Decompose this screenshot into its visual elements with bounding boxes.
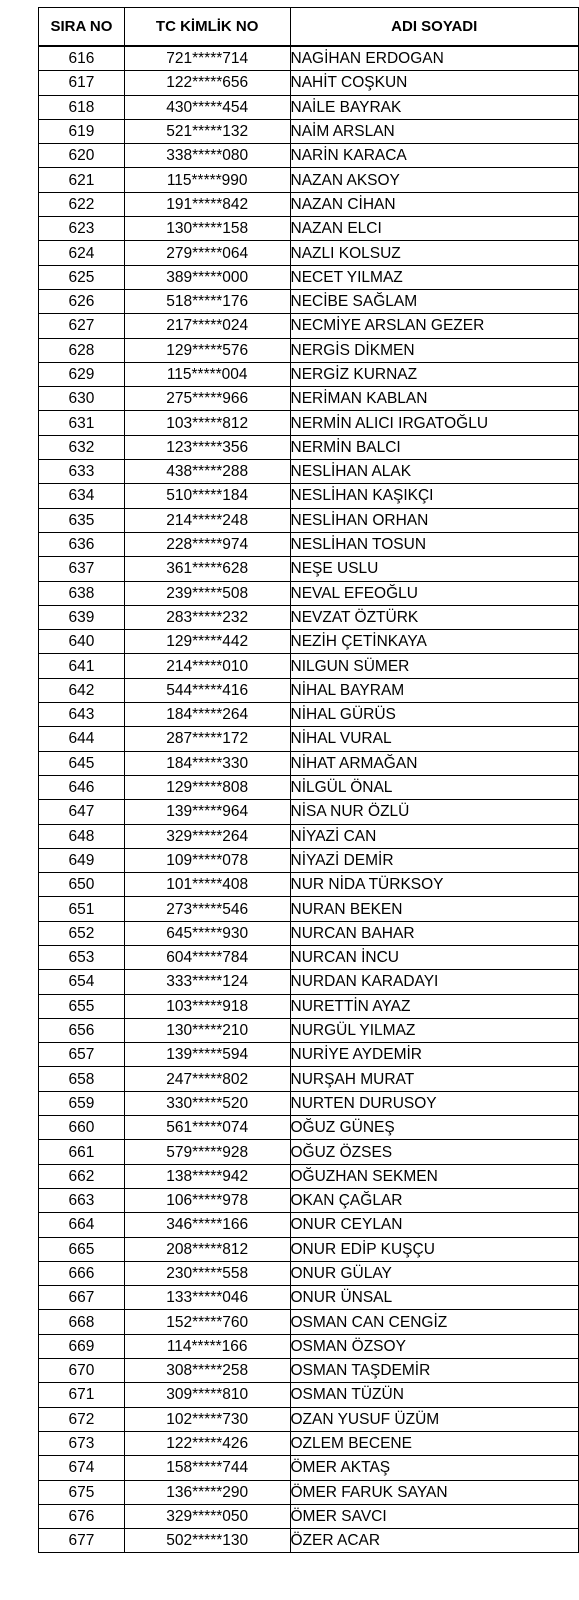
- sira-no-cell: 644: [39, 727, 125, 751]
- table-row: [39, 217, 579, 241]
- tc-kimlik-no-cell: 510*****184: [124, 484, 290, 508]
- tc-kimlik-no-cell: 275*****966: [124, 387, 290, 411]
- tc-kimlik-no-cell: 308*****258: [124, 1359, 290, 1383]
- table-row: [39, 1018, 579, 1042]
- sira-no-cell: 629: [39, 362, 125, 386]
- table-row: [39, 435, 579, 459]
- adi-soyadi-cell: NAİLE BAYRAK: [290, 95, 579, 119]
- sira-no-cell: 628: [39, 338, 125, 362]
- tc-kimlik-no-cell: 109*****078: [124, 848, 290, 872]
- sira-no-cell: 632: [39, 435, 125, 459]
- table-row: [39, 945, 579, 969]
- adi-soyadi-cell: NİHAT ARMAĞAN: [290, 751, 579, 775]
- table-row: [39, 265, 579, 289]
- adi-soyadi-cell: NERGİS DİKMEN: [290, 338, 579, 362]
- table-row: [39, 1213, 579, 1237]
- tc-kimlik-no-cell: 130*****158: [124, 217, 290, 241]
- table-row: [39, 387, 579, 411]
- sira-no-cell: 638: [39, 581, 125, 605]
- sira-no-cell: 636: [39, 532, 125, 556]
- tc-kimlik-no-cell: 561*****074: [124, 1116, 290, 1140]
- tc-kimlik-no-cell: 152*****760: [124, 1310, 290, 1334]
- tc-kimlik-no-cell: 214*****010: [124, 654, 290, 678]
- tc-kimlik-no-cell: 279*****064: [124, 241, 290, 265]
- adi-soyadi-cell: OĞUZ GÜNEŞ: [290, 1116, 579, 1140]
- sira-no-cell: 658: [39, 1067, 125, 1091]
- sira-no-cell: 651: [39, 897, 125, 921]
- adi-soyadi-cell: NURETTİN AYAZ: [290, 994, 579, 1018]
- table-row: [39, 119, 579, 143]
- table-row: [39, 703, 579, 727]
- adi-soyadi-cell: NEVAL EFEOĞLU: [290, 581, 579, 605]
- tc-kimlik-no-cell: 502*****130: [124, 1529, 290, 1553]
- adi-soyadi-cell: OSMAN CAN CENGİZ: [290, 1310, 579, 1334]
- tc-kimlik-no-cell: 361*****628: [124, 557, 290, 581]
- tc-kimlik-no-cell: 330*****520: [124, 1091, 290, 1115]
- sira-no-cell: 616: [39, 46, 125, 71]
- table-row: [39, 1116, 579, 1140]
- adi-soyadi-cell: NEZİH ÇETİNKAYA: [290, 630, 579, 654]
- adi-soyadi-cell: ÖMER FARUK SAYAN: [290, 1480, 579, 1504]
- adi-soyadi-cell: NİYAZİ DEMİR: [290, 848, 579, 872]
- adi-soyadi-cell: OZAN YUSUF ÜZÜM: [290, 1407, 579, 1431]
- tc-kimlik-no-cell: 438*****288: [124, 460, 290, 484]
- sira-no-cell: 676: [39, 1504, 125, 1528]
- tc-kimlik-no-cell: 122*****656: [124, 71, 290, 95]
- tc-kimlik-no-cell: 645*****930: [124, 921, 290, 945]
- sira-no-cell: 630: [39, 387, 125, 411]
- adi-soyadi-cell: NECMİYE ARSLAN GEZER: [290, 314, 579, 338]
- participant-table: [38, 7, 579, 1553]
- sira-no-cell: 648: [39, 824, 125, 848]
- adi-soyadi-cell: NERİMAN KABLAN: [290, 387, 579, 411]
- tc-kimlik-no-cell: 544*****416: [124, 678, 290, 702]
- adi-soyadi-cell: OZLEM BECENE: [290, 1431, 579, 1455]
- table-row: [39, 168, 579, 192]
- sira-no-cell: 662: [39, 1164, 125, 1188]
- table-row: [39, 1091, 579, 1115]
- tc-kimlik-no-cell: 103*****918: [124, 994, 290, 1018]
- adi-soyadi-cell: NECİBE SAĞLAM: [290, 289, 579, 313]
- sira-no-cell: 677: [39, 1529, 125, 1553]
- table-row: [39, 824, 579, 848]
- adi-soyadi-cell: NİHAL GÜRÜS: [290, 703, 579, 727]
- sira-no-cell: 623: [39, 217, 125, 241]
- sira-no-cell: 642: [39, 678, 125, 702]
- tc-kimlik-no-cell: 338*****080: [124, 144, 290, 168]
- table-row: [39, 411, 579, 435]
- adi-soyadi-cell: ONUR GÜLAY: [290, 1261, 579, 1285]
- adi-soyadi-cell: NESLİHAN TOSUN: [290, 532, 579, 556]
- table-row: [39, 897, 579, 921]
- sira-no-cell: 639: [39, 605, 125, 629]
- sira-no-cell: 674: [39, 1456, 125, 1480]
- adi-soyadi-cell: NURGÜL YILMAZ: [290, 1018, 579, 1042]
- tc-kimlik-no-cell: 184*****330: [124, 751, 290, 775]
- adi-soyadi-cell: NURCAN İNCU: [290, 945, 579, 969]
- table-row: [39, 1456, 579, 1480]
- adi-soyadi-cell: NILGUN SÜMER: [290, 654, 579, 678]
- table-row: [39, 71, 579, 95]
- tc-kimlik-no-cell: 230*****558: [124, 1261, 290, 1285]
- adi-soyadi-cell: NİSA NUR ÖZLÜ: [290, 800, 579, 824]
- tc-kimlik-no-cell: 721*****714: [124, 46, 290, 71]
- table-row: [39, 1359, 579, 1383]
- tc-kimlik-no-cell: 158*****744: [124, 1456, 290, 1480]
- sira-no-cell: 633: [39, 460, 125, 484]
- sira-no-cell: 643: [39, 703, 125, 727]
- adi-soyadi-cell: OSMAN TAŞDEMİR: [290, 1359, 579, 1383]
- table-row: [39, 1261, 579, 1285]
- table-row: [39, 1407, 579, 1431]
- table-row: [39, 970, 579, 994]
- sira-no-cell: 668: [39, 1310, 125, 1334]
- tc-kimlik-no-cell: 283*****232: [124, 605, 290, 629]
- table-row: [39, 848, 579, 872]
- sira-no-cell: 626: [39, 289, 125, 313]
- tc-kimlik-no-cell: 106*****978: [124, 1188, 290, 1212]
- adi-soyadi-cell: NECET YILMAZ: [290, 265, 579, 289]
- table-row: [39, 314, 579, 338]
- sira-no-cell: 622: [39, 192, 125, 216]
- adi-soyadi-cell: NURŞAH MURAT: [290, 1067, 579, 1091]
- tc-kimlik-no-cell: 102*****730: [124, 1407, 290, 1431]
- table-row: [39, 1188, 579, 1212]
- tc-kimlik-no-cell: 214*****248: [124, 508, 290, 532]
- adi-soyadi-cell: ÖMER AKTAŞ: [290, 1456, 579, 1480]
- sira-no-cell: 659: [39, 1091, 125, 1115]
- adi-soyadi-cell: NURAN BEKEN: [290, 897, 579, 921]
- adi-soyadi-cell: ÖZER ACAR: [290, 1529, 579, 1553]
- table-row: [39, 630, 579, 654]
- adi-soyadi-cell: NURDAN KARADAYI: [290, 970, 579, 994]
- adi-soyadi-cell: NARİN KARACA: [290, 144, 579, 168]
- tc-kimlik-no-cell: 287*****172: [124, 727, 290, 751]
- table-row: [39, 508, 579, 532]
- tc-kimlik-no-cell: 139*****964: [124, 800, 290, 824]
- table-row: [39, 1067, 579, 1091]
- sira-no-cell: 645: [39, 751, 125, 775]
- table-row: [39, 994, 579, 1018]
- tc-kimlik-no-cell: 333*****124: [124, 970, 290, 994]
- tc-kimlik-no-cell: 309*****810: [124, 1383, 290, 1407]
- sira-no-cell: 650: [39, 873, 125, 897]
- sira-no-cell: 617: [39, 71, 125, 95]
- table-row: [39, 1334, 579, 1358]
- sira-no-cell: 655: [39, 994, 125, 1018]
- adi-soyadi-cell: NAZLI KOLSUZ: [290, 241, 579, 265]
- table-row: [39, 751, 579, 775]
- header-row: [39, 8, 579, 47]
- tc-kimlik-no-cell: 123*****356: [124, 435, 290, 459]
- adi-soyadi-cell: NESLİHAN ALAK: [290, 460, 579, 484]
- table-row: [39, 921, 579, 945]
- tc-kimlik-no-cell: 239*****508: [124, 581, 290, 605]
- sira-no-cell: 657: [39, 1043, 125, 1067]
- sira-no-cell: 660: [39, 1116, 125, 1140]
- adi-soyadi-cell: NAHİT COŞKUN: [290, 71, 579, 95]
- sira-no-cell: 667: [39, 1286, 125, 1310]
- table-row: [39, 1504, 579, 1528]
- adi-soyadi-cell: NURTEN DURUSOY: [290, 1091, 579, 1115]
- sira-no-cell: 635: [39, 508, 125, 532]
- tc-kimlik-no-cell: 430*****454: [124, 95, 290, 119]
- table-row: [39, 1164, 579, 1188]
- tc-kimlik-no-cell: 133*****046: [124, 1286, 290, 1310]
- table-row: [39, 1529, 579, 1553]
- tc-kimlik-no-cell: 389*****000: [124, 265, 290, 289]
- tc-kimlik-no-cell: 579*****928: [124, 1140, 290, 1164]
- tc-kimlik-no-cell: 114*****166: [124, 1334, 290, 1358]
- table-row: [39, 654, 579, 678]
- sira-no-cell: 652: [39, 921, 125, 945]
- adi-soyadi-cell: NESLİHAN KAŞIKÇI: [290, 484, 579, 508]
- sira-no-cell: 654: [39, 970, 125, 994]
- tc-kimlik-no-cell: 346*****166: [124, 1213, 290, 1237]
- tc-kimlik-no-cell: 129*****808: [124, 775, 290, 799]
- adi-soyadi-cell: NEVZAT ÖZTÜRK: [290, 605, 579, 629]
- tc-kimlik-no-cell: 518*****176: [124, 289, 290, 313]
- adi-soyadi-cell: ONUR EDİP KUŞÇU: [290, 1237, 579, 1261]
- tc-kimlik-no-cell: 217*****024: [124, 314, 290, 338]
- tc-kimlik-no-cell: 139*****594: [124, 1043, 290, 1067]
- tc-kimlik-no-cell: 129*****442: [124, 630, 290, 654]
- adi-soyadi-cell: NAGİHAN ERDOGAN: [290, 46, 579, 71]
- sira-no-cell: 653: [39, 945, 125, 969]
- adi-soyadi-cell: NİYAZİ CAN: [290, 824, 579, 848]
- tc-kimlik-no-cell: 273*****546: [124, 897, 290, 921]
- tc-kimlik-no-cell: 138*****942: [124, 1164, 290, 1188]
- tc-kimlik-no-cell: 247*****802: [124, 1067, 290, 1091]
- sira-no-cell: 661: [39, 1140, 125, 1164]
- sira-no-cell: 624: [39, 241, 125, 265]
- table-row: [39, 1237, 579, 1261]
- table-row: [39, 1480, 579, 1504]
- sira-no-cell: 663: [39, 1188, 125, 1212]
- sira-no-cell: 656: [39, 1018, 125, 1042]
- adi-soyadi-cell: NEŞE USLU: [290, 557, 579, 581]
- table-row: [39, 95, 579, 119]
- table-row: [39, 1043, 579, 1067]
- sira-no-cell: 672: [39, 1407, 125, 1431]
- adi-soyadi-cell: NESLİHAN ORHAN: [290, 508, 579, 532]
- header-adi-soyadi: ADI SOYADI: [290, 8, 579, 47]
- table-row: [39, 873, 579, 897]
- adi-soyadi-cell: NAZAN AKSOY: [290, 168, 579, 192]
- sira-no-cell: 666: [39, 1261, 125, 1285]
- table-row: [39, 1383, 579, 1407]
- table-row: [39, 46, 579, 71]
- tc-kimlik-no-cell: 191*****842: [124, 192, 290, 216]
- sira-no-cell: 673: [39, 1431, 125, 1455]
- sira-no-cell: 665: [39, 1237, 125, 1261]
- table-row: [39, 1140, 579, 1164]
- adi-soyadi-cell: NERMİN ALICI IRGATOĞLU: [290, 411, 579, 435]
- sira-no-cell: 637: [39, 557, 125, 581]
- adi-soyadi-cell: NUR NİDA TÜRKSOY: [290, 873, 579, 897]
- tc-kimlik-no-cell: 228*****974: [124, 532, 290, 556]
- sira-no-cell: 641: [39, 654, 125, 678]
- tc-kimlik-no-cell: 101*****408: [124, 873, 290, 897]
- table-row: [39, 1431, 579, 1455]
- tc-kimlik-no-cell: 130*****210: [124, 1018, 290, 1042]
- sira-no-cell: 670: [39, 1359, 125, 1383]
- adi-soyadi-cell: NAZAN ELCI: [290, 217, 579, 241]
- table-row: [39, 605, 579, 629]
- adi-soyadi-cell: ONUR CEYLAN: [290, 1213, 579, 1237]
- sira-no-cell: 619: [39, 119, 125, 143]
- tc-kimlik-no-cell: 103*****812: [124, 411, 290, 435]
- tc-kimlik-no-cell: 115*****004: [124, 362, 290, 386]
- table-row: [39, 581, 579, 605]
- tc-kimlik-no-cell: 329*****050: [124, 1504, 290, 1528]
- table-row: [39, 460, 579, 484]
- table-row: [39, 144, 579, 168]
- table-row: [39, 727, 579, 751]
- adi-soyadi-cell: NURİYE AYDEMİR: [290, 1043, 579, 1067]
- tc-kimlik-no-cell: 208*****812: [124, 1237, 290, 1261]
- adi-soyadi-cell: OĞUZ ÖZSES: [290, 1140, 579, 1164]
- table-row: [39, 484, 579, 508]
- table-row: [39, 1286, 579, 1310]
- tc-kimlik-no-cell: 122*****426: [124, 1431, 290, 1455]
- table-row: [39, 241, 579, 265]
- table-row: [39, 800, 579, 824]
- tc-kimlik-no-cell: 129*****576: [124, 338, 290, 362]
- adi-soyadi-cell: NİLGÜL ÖNAL: [290, 775, 579, 799]
- table-row: [39, 192, 579, 216]
- adi-soyadi-cell: NİHAL BAYRAM: [290, 678, 579, 702]
- tc-kimlik-no-cell: 115*****990: [124, 168, 290, 192]
- sira-no-cell: 640: [39, 630, 125, 654]
- sira-no-cell: 627: [39, 314, 125, 338]
- adi-soyadi-cell: NAİM ARSLAN: [290, 119, 579, 143]
- sira-no-cell: 646: [39, 775, 125, 799]
- sira-no-cell: 634: [39, 484, 125, 508]
- sira-no-cell: 669: [39, 1334, 125, 1358]
- table-body: [39, 46, 579, 1553]
- tc-kimlik-no-cell: 329*****264: [124, 824, 290, 848]
- sira-no-cell: 618: [39, 95, 125, 119]
- adi-soyadi-cell: OKAN ÇAĞLAR: [290, 1188, 579, 1212]
- table-row: [39, 1310, 579, 1334]
- sira-no-cell: 647: [39, 800, 125, 824]
- adi-soyadi-cell: ONUR ÜNSAL: [290, 1286, 579, 1310]
- tc-kimlik-no-cell: 604*****784: [124, 945, 290, 969]
- sira-no-cell: 621: [39, 168, 125, 192]
- adi-soyadi-cell: OSMAN TÜZÜN: [290, 1383, 579, 1407]
- table-header: [39, 8, 579, 47]
- sira-no-cell: 671: [39, 1383, 125, 1407]
- sira-no-cell: 664: [39, 1213, 125, 1237]
- tc-kimlik-no-cell: 521*****132: [124, 119, 290, 143]
- header-tc-kimlik-no: TC KİMLİK NO: [124, 8, 290, 47]
- adi-soyadi-cell: NURCAN BAHAR: [290, 921, 579, 945]
- adi-soyadi-cell: ÖMER SAVCI: [290, 1504, 579, 1528]
- adi-soyadi-cell: OSMAN ÖZSOY: [290, 1334, 579, 1358]
- table-row: [39, 362, 579, 386]
- table-row: [39, 775, 579, 799]
- table-row: [39, 557, 579, 581]
- tc-kimlik-no-cell: 184*****264: [124, 703, 290, 727]
- sira-no-cell: 675: [39, 1480, 125, 1504]
- adi-soyadi-cell: NİHAL VURAL: [290, 727, 579, 751]
- table-row: [39, 532, 579, 556]
- table-row: [39, 289, 579, 313]
- sira-no-cell: 649: [39, 848, 125, 872]
- header-sira-no: SIRA NO: [39, 8, 125, 47]
- sira-no-cell: 631: [39, 411, 125, 435]
- adi-soyadi-cell: NAZAN CİHAN: [290, 192, 579, 216]
- tc-kimlik-no-cell: 136*****290: [124, 1480, 290, 1504]
- sira-no-cell: 625: [39, 265, 125, 289]
- sira-no-cell: 620: [39, 144, 125, 168]
- adi-soyadi-cell: OĞUZHAN SEKMEN: [290, 1164, 579, 1188]
- adi-soyadi-cell: NERMİN BALCI: [290, 435, 579, 459]
- table-row: [39, 678, 579, 702]
- table-row: [39, 338, 579, 362]
- adi-soyadi-cell: NERGİZ KURNAZ: [290, 362, 579, 386]
